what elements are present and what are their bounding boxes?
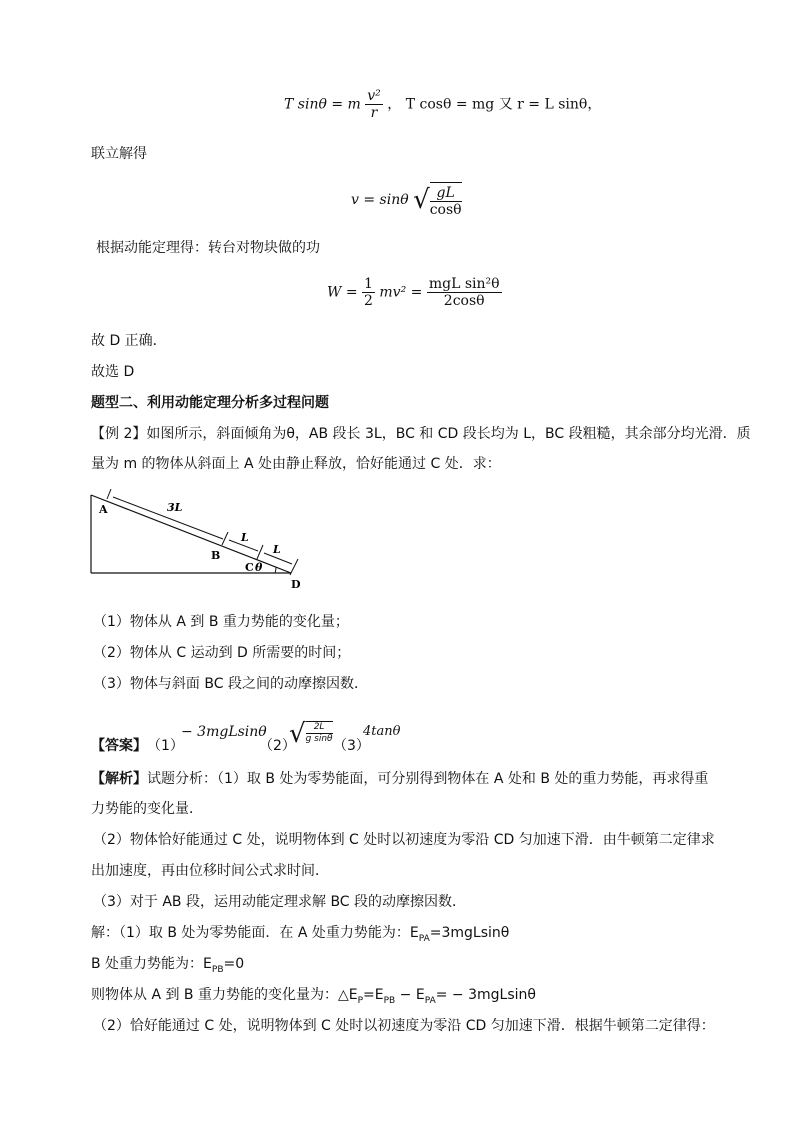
d-correct-text: 故 D 正确．	[91, 333, 167, 349]
solution-4: （2）恰好能通过 C 处，说明物体到 C 处时以初速度为零沿 CD 匀加速下滑．根据牛顿第二定律得：	[93, 1018, 715, 1034]
fig-label-L2: L	[273, 543, 281, 556]
fig-label-3L: 3L	[167, 501, 183, 514]
formula-1-rest: ， T cosθ = mg 又 r = L sinθ，	[387, 96, 602, 113]
fig-label-B: B	[211, 549, 221, 562]
answer-1-label: （1）	[147, 738, 184, 754]
answer-2-label: （2）	[259, 738, 296, 754]
choose-d-text: 故选 D	[91, 364, 135, 380]
example-line-1: 【例 2】如图所示，斜面倾角为θ，AB 段长 3L，BC 和 CD 段长均为 L，BC 段粗糙，其余部分均光滑．质	[91, 426, 751, 442]
analysis-1a: 【解析】试题分析：（1）取 B 处为零势能面，可分别得到物体在 A 处和 B 处的重力势能，再求得重	[91, 771, 709, 787]
lianli-text: 联立解得	[91, 146, 147, 162]
analysis-2a: （2）物体恰好能通过 C 处，说明物体到 C 处时以初速度为零沿 CD 匀加速下滑．由牛顿第二定律求	[93, 832, 715, 848]
sqrt-icon: √	[413, 185, 430, 215]
incline-figure	[85, 485, 315, 595]
fig-label-A: A	[99, 503, 108, 516]
formula-3: W = $\frac{1}{2}$ mv² = $\frac{\text{mgL sin²θ}}{2\cos\theta}$	[327, 276, 500, 309]
section-title: 题型二、利用动能定理分析多过程问题	[91, 395, 329, 411]
solution-3: 则物体从 A 到 B 重力势能的变化量为：$\triangle E_P=E_{PB} - E_{PA}= - 3mgLsin\theta$	[91, 987, 536, 1006]
sqrt-icon-answer: √	[289, 719, 306, 749]
tick-A	[107, 489, 111, 499]
fig-label-theta: θ	[255, 561, 263, 574]
analysis-1b: 力势能的变化量．	[91, 801, 203, 817]
formula-2-radicand: $\frac{gL}{\cos\theta}$	[430, 182, 462, 218]
formula-2-left: v = sinθ	[351, 192, 409, 208]
solution-1: 解：（1）取 B 处为零势能面．在 A 处重力势能为：$E_{PA}=3mgLsin\theta$	[91, 925, 510, 944]
tick-C	[257, 545, 263, 559]
tick-D	[290, 559, 298, 575]
angle-arc	[275, 567, 276, 573]
fig-label-C: C	[245, 561, 254, 574]
answer-3-label: （3）	[333, 738, 370, 754]
formula-1	[284, 88, 601, 121]
analysis-3: （3）对于 AB 段，运用动能定理求解 BC 段的动摩擦因数．	[93, 894, 467, 910]
formula-3-half: $\frac{1}{2}$	[364, 276, 373, 309]
question-3: （3）物体与斜面 BC 段之间的动摩擦因数．	[93, 676, 368, 692]
answer-1: − 3mgLsinθ	[181, 724, 267, 740]
dongneng-text: 根据动能定理得：转台对物块做的功	[96, 240, 320, 256]
formula-1-fraction: $\frac{\text{v²}}{r}$	[367, 88, 381, 121]
formula-3-rhs: $\frac{\text{mgL sin²θ}}{2\cos\theta}$	[428, 276, 500, 309]
question-1: （1）物体从 A 到 B 重力势能的变化量；	[93, 614, 349, 630]
fig-label-L1: L	[241, 531, 249, 544]
answer-label: 【答案】	[91, 738, 147, 754]
formula-1-left: T sinθ = m	[284, 96, 361, 113]
question-2: （2）物体从 C 运动到 D 所需要的时间；	[93, 645, 351, 661]
fig-label-D: D	[291, 578, 301, 591]
example-line-2: 量为 m 的物体从斜面上 A 处由静止释放，恰好能通过 C 处．求：	[91, 456, 501, 472]
formula-2	[351, 180, 462, 220]
answer-2-sqrt: √ $\frac{2L}{\text{g sinθ}}$	[289, 719, 333, 749]
analysis-2b: 出加速度，再由位移时间公式求时间．	[91, 863, 329, 879]
solution-2: B 处重力势能为：$E_{PB}=0$	[91, 956, 245, 975]
answer-3: 4tanθ	[363, 724, 401, 739]
